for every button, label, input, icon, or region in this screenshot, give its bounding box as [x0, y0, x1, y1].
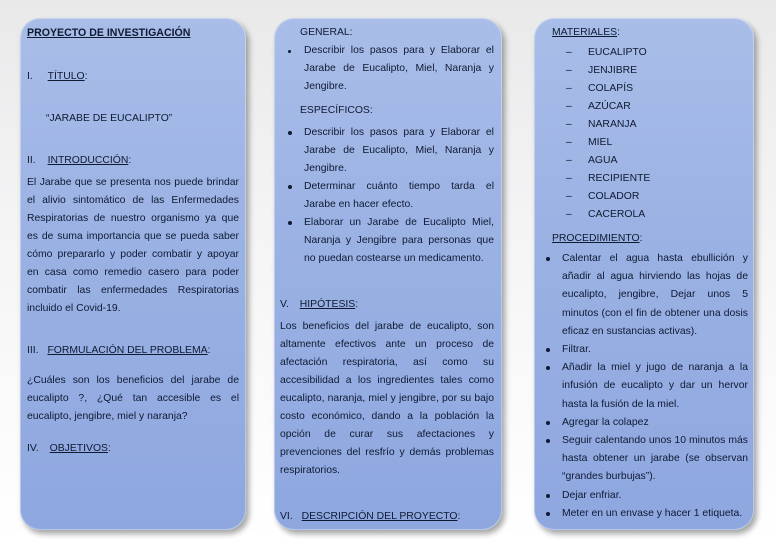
section-introduccion-heading: [27, 152, 131, 170]
list-item: – COLAPÍS: [552, 80, 650, 98]
section-label: HIPÓTESIS: [299, 299, 356, 310]
section-colon: :: [617, 27, 620, 38]
general-label: GENERAL:: [300, 27, 353, 38]
section-number: III.: [27, 345, 39, 356]
section-label: PROCEDIMIENTO: [552, 233, 640, 244]
list-item: Filtrar.: [536, 341, 748, 359]
section-number: VI.: [280, 511, 293, 522]
especificos-label: ESPECÍFICOS:: [300, 105, 373, 116]
section-number: V.: [280, 299, 289, 310]
problema-text: ¿Cuáles son los beneficios del jarabe de eucalipto ?, ¿Qué tan accesible es el eucalipto, jengibre, miel y naranja?: [27, 375, 239, 422]
section-label: TÍTULO: [47, 71, 85, 82]
panel-middle: [274, 18, 502, 530]
section-label: INTRODUCCIÓN: [47, 155, 129, 166]
list-item: – RECIPIENTE: [552, 170, 650, 188]
section-hipotesis-heading: [280, 296, 358, 314]
hipotesis-text: Los beneficios del jarabe de eucalipto, son altamente efectivos ante un proceso de afectación respiratoria, así como su accesibilidad a los ingredientes tales como eucalipto, naranja, miel y jengibre, por su bajo costo económico, dando a la población la opción de curar sus afectaciones y prevenciones del resfrío y demás problemas respiratorios.: [280, 321, 494, 476]
list-item: Determinar cuánto tiempo tarda el Jarabe en hacer efecto.: [278, 178, 494, 214]
list-item: Calentar el agua hasta ebullición y añadir al agua hirviendo las hojas de eucalipto, jengibre, Dejar unos 5 minutos (con el fin de obtener una dosis eficaz en sustancias activas).: [536, 250, 748, 341]
list-item: – AZÚCAR: [552, 98, 650, 116]
list-item: – AGUA: [552, 152, 650, 170]
list-item: – COLADOR: [552, 188, 650, 206]
section-label: FORMULACIÓN DEL PROBLEMA: [47, 345, 208, 356]
title-value: “JARABE DE EUCALIPTO”: [46, 113, 173, 124]
section-colon: :: [128, 155, 132, 166]
section-colon: :: [355, 299, 359, 310]
procedimiento-list: [536, 250, 748, 523]
list-item: Describir los pasos para y Elaborar el Jarabe de Eucalipto, Miel, Naranja y Jengibre.: [278, 42, 494, 96]
list-item: – EUCALIPTO: [552, 44, 650, 62]
panel-right: [534, 18, 754, 530]
list-item: – NARANJA: [552, 116, 650, 134]
section-problema-heading: [27, 342, 210, 360]
especificos-list: [278, 124, 494, 268]
list-item: Describir los pasos para y Elaborar el Jarabe de Eucalipto, Miel, Naranja y Jengibre.: [278, 124, 494, 178]
list-item: – CACEROLA: [552, 206, 650, 224]
section-label: OBJETIVOS: [49, 443, 108, 454]
section-number: IV.: [27, 443, 39, 454]
project-title: PROYECTO DE INVESTIGACIÓN: [27, 27, 191, 39]
panel-left: [20, 18, 246, 530]
list-item: Meter en un envase y hacer 1 etiqueta.: [536, 505, 748, 523]
list-item: Agregar la colapez: [536, 414, 748, 432]
materiales-list: [552, 44, 650, 224]
section-titulo-heading: [27, 68, 88, 86]
section-descripcion-heading: [280, 508, 460, 526]
section-colon: :: [639, 233, 643, 244]
section-colon: :: [207, 345, 211, 356]
section-objetivos-heading: [27, 440, 111, 458]
section-label: MATERIALES: [552, 27, 618, 38]
list-item: – MIEL: [552, 134, 650, 152]
section-number: II.: [27, 155, 36, 166]
introduccion-text: El Jarabe que se presenta nos puede brindar el alivio sintomático de las Enfermedades Respiratorias de nuestro organismo ya que es de suma importancia que se pueda saber cómo prepararlo y poder combatir y apoyar en casa como remedio casero para poder combatir las enfermedades Respiratorias incluido el Covid-19.: [27, 177, 239, 314]
section-label: DESCRIPCIÓN DEL PROYECTO: [301, 511, 458, 522]
list-item: Elaborar un Jarabe de Eucalipto Miel, Naranja y Jengibre para personas que no puedan costearse un medicamento.: [278, 214, 494, 268]
section-number: I.: [27, 71, 33, 82]
list-item: Dejar enfriar.: [536, 487, 748, 505]
list-item: Seguir calentando unos 10 minutos más hasta obtener un jarabe (se observan “grandes burbujas”).: [536, 432, 748, 487]
section-colon: :: [84, 71, 88, 82]
list-item: Añadir la miel y jugo de naranja a la infusión de eucalipto y dar un hervor hasta la fusión de la miel.: [536, 359, 748, 414]
section-colon: :: [107, 443, 111, 454]
general-list: [278, 42, 494, 96]
procedimiento-heading: [552, 230, 642, 248]
materiales-heading: [552, 24, 620, 42]
list-item: – JENJIBRE: [552, 62, 650, 80]
section-colon: :: [457, 511, 461, 522]
